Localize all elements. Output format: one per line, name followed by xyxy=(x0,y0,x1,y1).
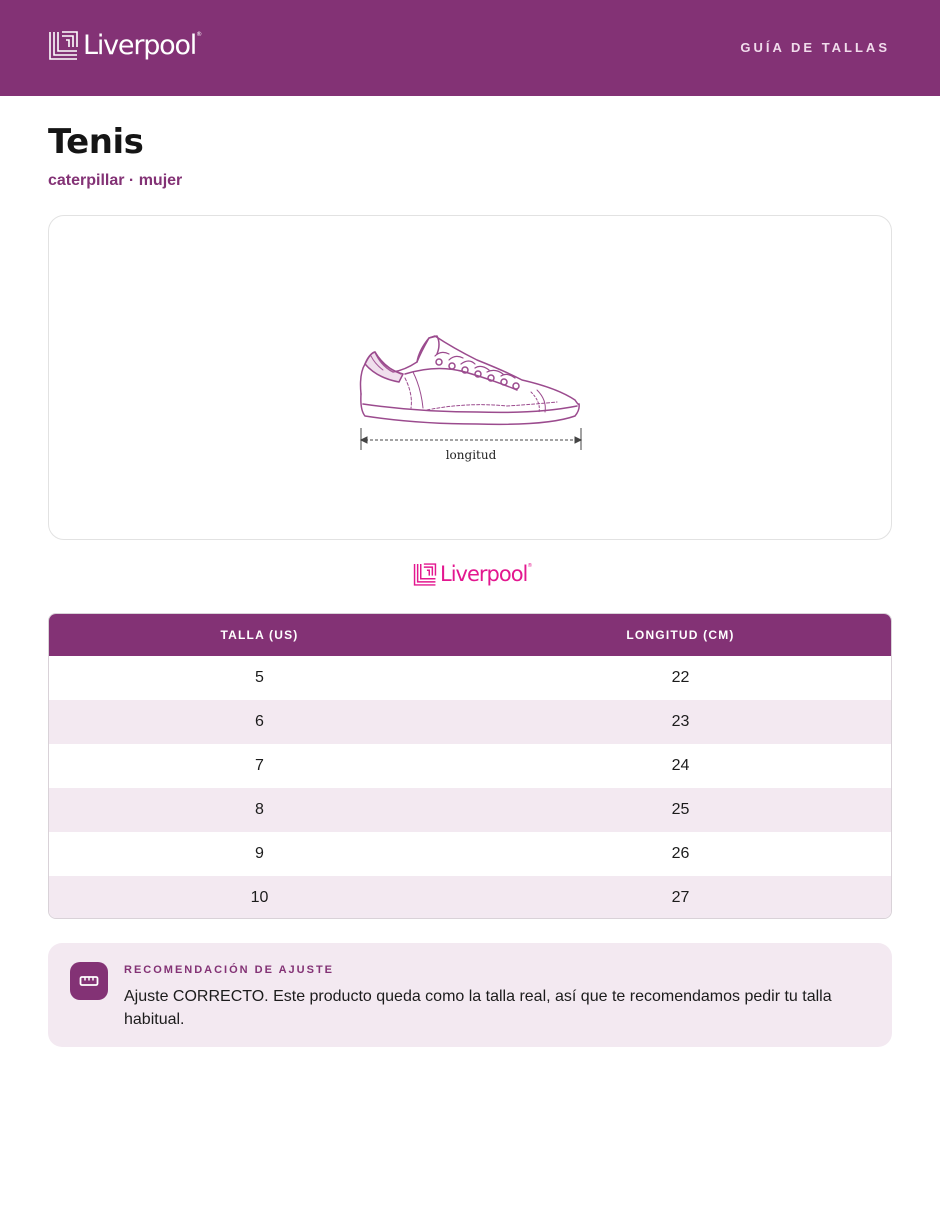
fit-label: RECOMENDACIÓN DE AJUSTE xyxy=(124,964,334,976)
fit-text: Ajuste CORRECTO. Este producto queda como la talla real, así que te recomendamos pedir tu talla habitual. xyxy=(124,988,832,1028)
measure-label: longitud xyxy=(445,448,497,462)
liverpool-logo-icon xyxy=(48,31,79,60)
length-cell: 22 xyxy=(671,669,690,686)
table-row xyxy=(49,876,891,919)
size-cell: 5 xyxy=(255,669,264,686)
length-cell: 27 xyxy=(671,889,690,906)
table-row xyxy=(49,744,891,788)
liverpool-logo-text: Liverpool ® xyxy=(83,30,203,61)
liverpool-brand-logo-text: Liverpool ® xyxy=(440,562,533,586)
table-row xyxy=(49,656,891,700)
page-title: Tenis xyxy=(48,122,144,162)
table-row xyxy=(49,832,891,876)
liverpool-brand-logo xyxy=(413,562,533,586)
top-header xyxy=(0,0,940,96)
table-row xyxy=(49,700,891,744)
column-header-length: LONGITUD (CM) xyxy=(626,628,735,642)
size-cell: 9 xyxy=(255,845,264,862)
size-cell: 6 xyxy=(255,713,264,730)
shoe-illustration-card xyxy=(48,215,892,540)
length-cell: 23 xyxy=(671,713,690,730)
size-cell: 10 xyxy=(250,889,269,906)
liverpool-logo[interactable] xyxy=(48,30,203,61)
size-cell: 8 xyxy=(255,801,264,818)
size-table xyxy=(48,613,892,919)
table-header-row xyxy=(49,614,891,656)
column-header-size: TALLA (US) xyxy=(220,628,299,642)
length-cell: 24 xyxy=(671,757,690,774)
fit-recommendation-card xyxy=(48,943,892,1047)
table-row xyxy=(49,788,891,832)
length-cell: 26 xyxy=(671,845,690,862)
product-subtitle: caterpillar · mujer xyxy=(48,172,183,189)
sneaker-length-diagram xyxy=(357,324,585,474)
size-guide-link[interactable]: GUÍA DE TALLAS xyxy=(740,40,890,55)
size-cell: 7 xyxy=(255,757,264,774)
length-cell: 25 xyxy=(671,801,690,818)
ruler-icon xyxy=(70,962,108,1000)
liverpool-logo-icon xyxy=(413,563,437,586)
